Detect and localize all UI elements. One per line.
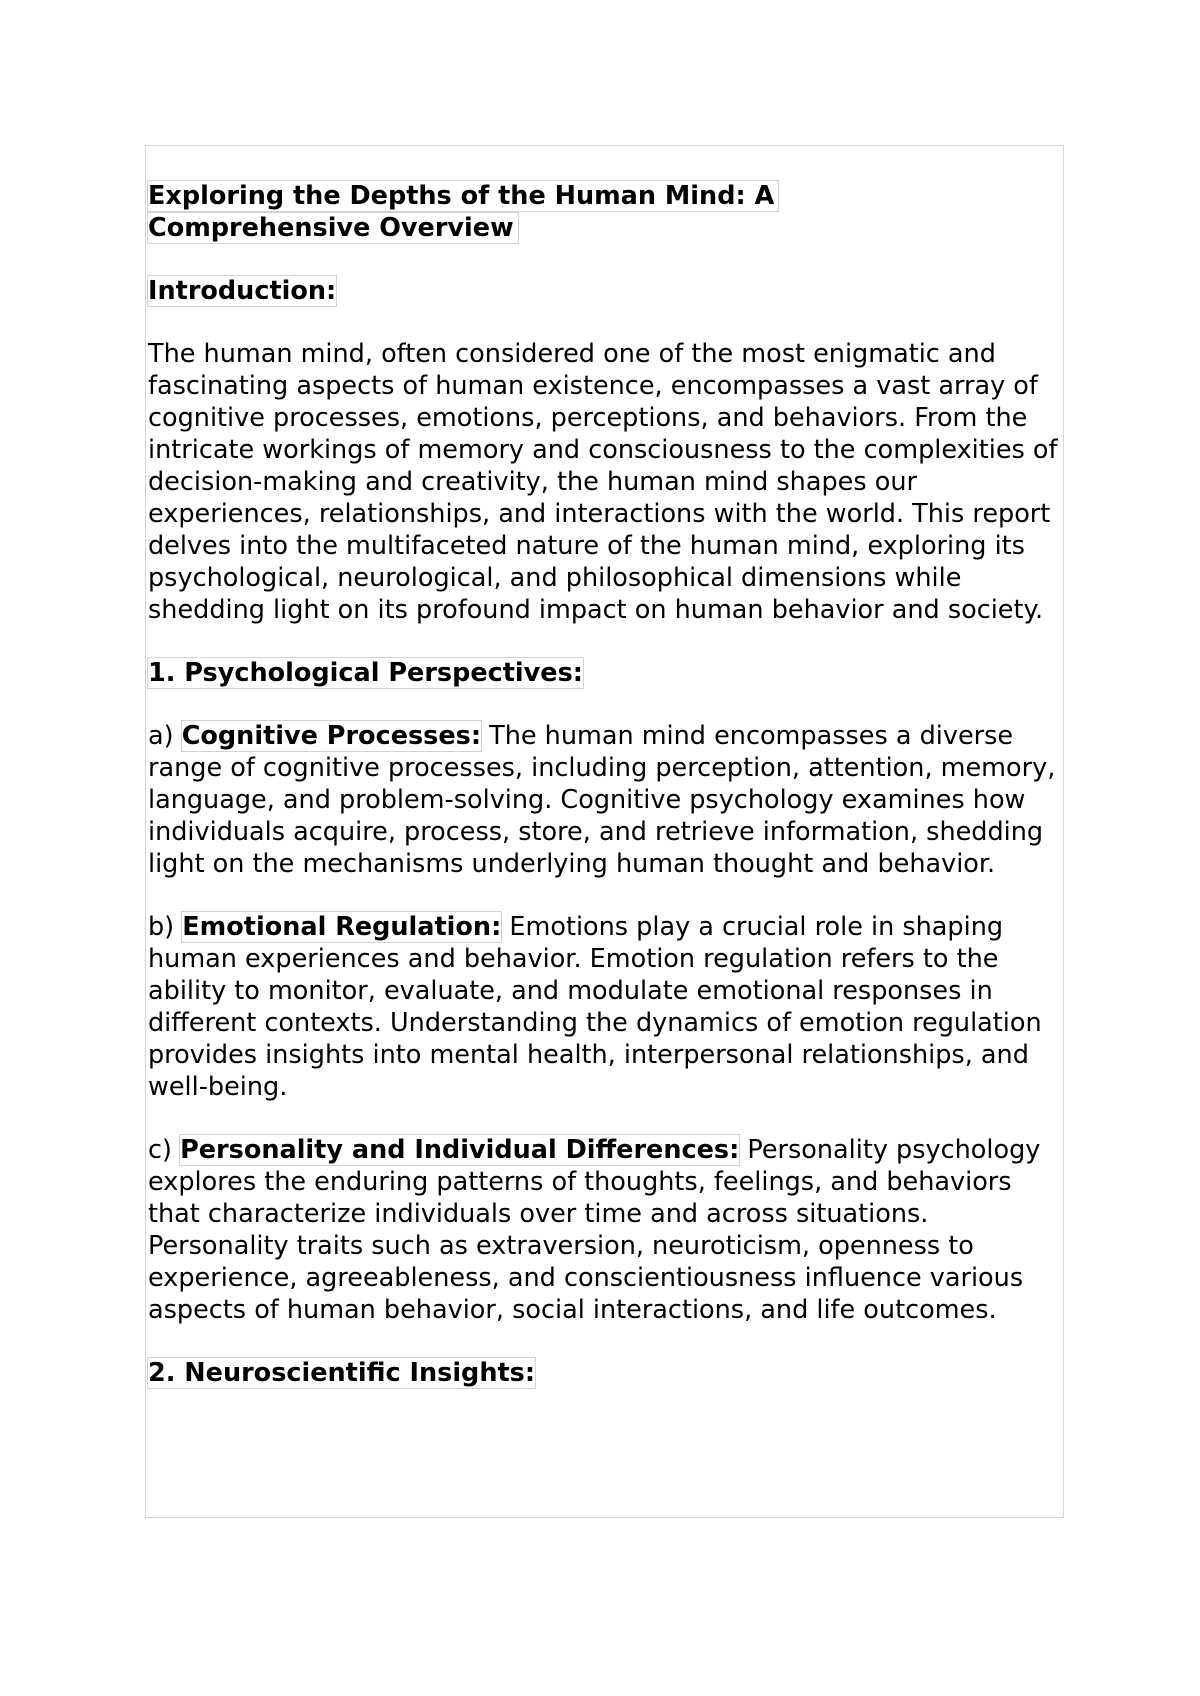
item-text: Emotions play a crucial role in shaping human experiences and behavior. Emotion regulation refers to the ability to monitor, evaluate, and modulate emotional responses in different contexts. Understanding the dynamics of emotion regulation provides insights into mental health, interpersonal relationships, and well-being. xyxy=(148,912,1042,1102)
item-term: Cognitive Processes: xyxy=(181,721,482,751)
item-cognitive-processes xyxy=(148,720,1060,880)
item-emotional-regulation xyxy=(148,911,1060,1103)
title-line-1: Exploring the Depths of the Human Mind: A xyxy=(148,181,778,211)
section1-heading: 1. Psychological Perspectives: xyxy=(148,658,583,688)
document-content xyxy=(148,180,1060,1420)
intro-paragraph: The human mind, often considered one of the most enigmatic and fascinating aspects of human existence, encompasses a vast array of cognitive processes, emotions, perceptions, and behaviors. From the intricate workings of memory and consciousness to the complexities of decision-making and creativity, the human mind shapes our experiences, relationships, and interactions with the world. This report delves into the multifaceted nature of the human mind, exploring its psychological, neurological, and philosophical dimensions while shedding light on its profound impact on human behavior and society. xyxy=(148,339,1058,625)
item-prefix: c) xyxy=(148,1135,181,1165)
intro-heading-block xyxy=(148,275,1060,307)
section2-heading-block xyxy=(148,1357,1060,1389)
document-title xyxy=(148,180,1060,244)
intro-heading: Introduction: xyxy=(148,276,337,306)
document-page xyxy=(145,145,1064,1518)
section2-heading: 2. Neuroscientific Insights: xyxy=(148,1358,536,1388)
item-term: Personality and Individual Differences: xyxy=(180,1135,740,1165)
item-prefix: a) xyxy=(148,721,182,751)
item-prefix: b) xyxy=(148,912,183,942)
item-text: The human mind encompasses a diverse range of cognitive processes, including perception, attention, memory, language, and problem-solving. Cognitive psychology examines how individuals acquire, process, store, and retrieve information, shedding light on the mechanisms underlying human thought and behavior. xyxy=(148,721,1056,879)
section1-heading-block xyxy=(148,657,1060,689)
item-term: Emotional Regulation: xyxy=(182,912,502,942)
title-line-2: Comprehensive Overview xyxy=(148,213,518,243)
item-personality xyxy=(148,1134,1060,1326)
item-text: Personality psychology explores the enduring patterns of thoughts, feelings, and behaviors that characterize individuals over time and across situations. Personality traits such as extraversion, neuroticism, openness to experience, agreeableness, and conscientiousness influence various aspects of human behavior, social interactions, and life outcomes. xyxy=(148,1135,1041,1325)
